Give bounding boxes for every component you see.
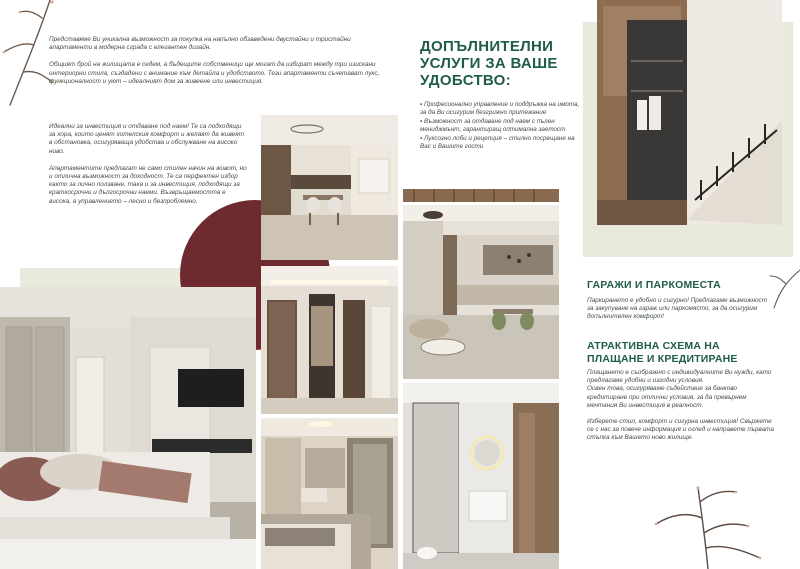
photo-kitchen-dining: [261, 115, 398, 260]
services-section: [420, 38, 585, 89]
intro-paragraph-2: Общият брой на жилищата е седем, а бъдещите собственици ще могат да избират между три изискани интериорни стила, създадени с внимание към детайла и удобството. Тези апартаменти съчетават лукс, функционалност и уют – идеалният дом за живеене или инвестиция.: [49, 61, 380, 85]
services-title-line-1: ДОПЪЛНИТЕЛНИ: [420, 38, 554, 55]
services-item-2-text: Възможност за отдаване под наем с пълен мениджмънт, гарантиращ оптимална заетост: [420, 118, 566, 133]
payment-title-line-2: ПЛАЩАНЕ И КРЕДИТИРАНЕ: [587, 352, 738, 365]
bullet-icon: ▪: [420, 118, 424, 125]
parking-title: ГАРАЖИ И ПАРКОМЕСТА: [587, 279, 721, 291]
branch-decoration-bottom-right: [648, 478, 770, 569]
intro-paragraph-1: Представяме Ви уникална възможност за покупка на напълно обзаведени двустайни и тристайни апартаменти в модерна сграда с елегантен дизайн.: [49, 36, 351, 52]
parking-section: [587, 279, 775, 321]
photo-staircase-lobby: [597, 0, 782, 225]
services-title-line-2: УСЛУГИ ЗА ВАШЕ: [420, 55, 558, 72]
services-item-3: [420, 135, 582, 151]
photo-bedroom-secondary: [261, 418, 398, 569]
photo-hallway: [261, 266, 398, 414]
services-list: [420, 101, 582, 152]
intro-text-block: [49, 36, 384, 86]
services-item-1: [420, 101, 582, 117]
photo-wood-slats: [403, 189, 559, 202]
photo-bedroom-main: [0, 287, 256, 569]
investment-paragraph-2: Апартаментите предлагат не само стилен начин на живот, но и отлична възможност за доходност. Те са перфектен избор както за лично ползване, така и за инвестиция, подходящи за краткосрочни и дългосрочни наеми. Възвръщаемостта е висока, а управлението – лесно и безпроблемно.: [49, 164, 247, 205]
investment-paragraph-1: Идеални за инвестиция и отдаване под наем! Те са подходящи за хора, които ценят хотелския комфорт и желаят да живеят в обстановка, осигуряваща удобства и обслужване на високо ниво.: [49, 123, 244, 155]
payment-paragraph-2: Освен това, осигуряваме съдействие за банково кредитиране при отлични условия, за да превърнем мечтания Ви инвестиция в реалност.: [587, 385, 747, 409]
payment-paragraph-1: Плащането е съобразено с индивидуалните Ви нужди, като предлагаме удобни и изгодни условия.: [587, 369, 772, 385]
photo-bathroom: [403, 383, 559, 569]
photo-living-kitchen: [403, 205, 559, 379]
services-title-line-3: УДОБСТВО:: [420, 72, 511, 89]
parking-text: Паркирането е удобно и сигурно! Предлагаме възможност за закупуване на гараж или паркомясто, за да осигурим допълнителен комфорт!: [587, 296, 768, 320]
services-item-3-text: Луксозно лоби и рецепция – стилно посрещане на Вас и Вашите гости: [420, 135, 575, 150]
payment-paragraph-3: Изберете стил, комфорт и сигурна инвестиция! Свържете се с нас за повече информация и оглед и направете първата стъпка към Вашето ново жилище.: [587, 418, 774, 442]
investment-text-block: [49, 123, 247, 206]
services-item-2: [420, 118, 582, 134]
bullet-icon: ▪: [420, 135, 424, 142]
payment-section: [587, 340, 775, 443]
services-item-1-text: Професионално управление и поддръжка на имота, за да Ви осигурим безгрижно притежание: [420, 101, 580, 116]
bullet-icon: ▪: [420, 101, 424, 108]
payment-title-line-1: АТРАКТИВНА СХЕМА НА: [587, 340, 720, 352]
